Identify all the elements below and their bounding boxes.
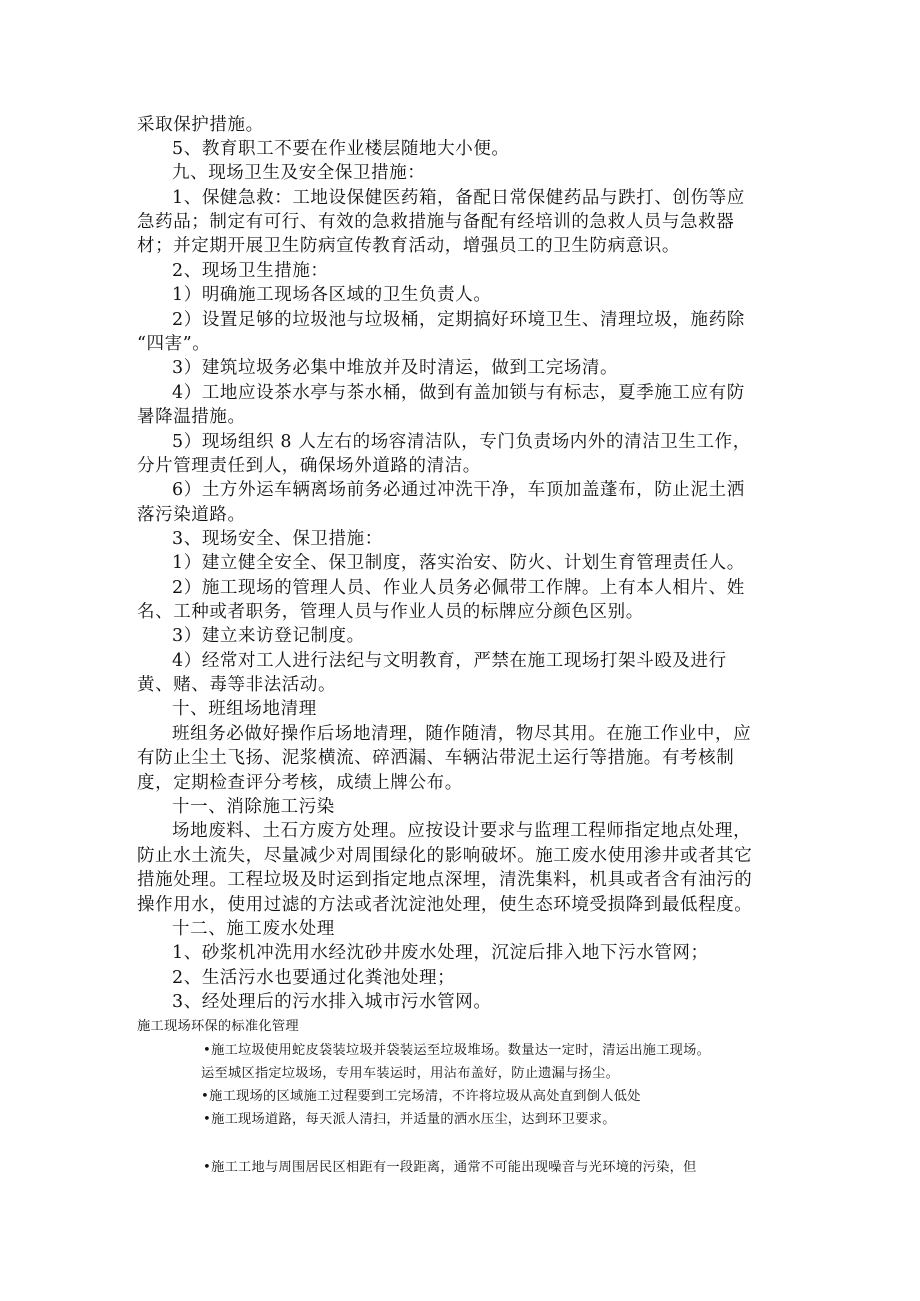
text-line: 场地废料、土石方废方处理。应按设计要求与监理工程师指定地点处理，	[172, 821, 752, 841]
text-line: 3、现场安全、保卫措施：	[172, 529, 383, 549]
text-line: 5）现场组织 8 人左右的场容清洁队，专门负责场内外的清洁卫生工作，	[172, 432, 751, 452]
text-line: 6）土方外运车辆离场前务必通过冲洗干净，车顶加盖蓬布，防止泥土洒	[172, 480, 745, 500]
text-line: 2、现场卫生措施：	[172, 261, 329, 281]
text-line: 3）建筑垃圾务必集中堆放并及时清运，做到工完场清。	[172, 358, 619, 378]
text-line: 防止水土流失，尽量减少对周围绿化的影响破坏。施工废水使用渗井或者其它	[137, 846, 753, 866]
text-line: 分片管理责任到人，确保场外道路的清洁。	[137, 456, 481, 476]
text-line: 九、现场卫生及安全保卫措施：	[172, 163, 426, 183]
text-line: 1、保健急救：工地设保健医药箱，备配日常保健药品与跌打、创伤等应	[172, 188, 745, 208]
text-line: 材；并定期开展卫生防病宣传教育活动，增强员工的卫生防病意识。	[137, 236, 680, 256]
bullet-item: •施工现场道路，每天派人清扫，并适量的洒水压尘，达到环卫要求。	[203, 1112, 616, 1127]
text-line: 1、砂浆机冲洗用水经沈砂井废水处理，沉淀后排入地下污水管网；	[172, 943, 709, 963]
text-line: 名、工种或者职务，管理人员与作业人员的标牌应分颜色区别。	[137, 602, 644, 622]
text-line: 3）建立来访登记制度。	[172, 626, 365, 646]
text-line: 5、教育职工不要在作业楼层随地大小便。	[172, 139, 510, 159]
text-line: 1）建立健全安全、保卫制度，落实治安、防火、计划生育管理责任人。	[172, 553, 745, 573]
text-line: “四害”。	[137, 334, 211, 354]
text-line: 度，定期检查评分考核，成绩上牌公布。	[137, 773, 463, 793]
text-line: 2、生活污水也要通过化粪池处理；	[172, 968, 456, 988]
text-line: 黄、赌、毒等非法活动。	[137, 675, 337, 695]
text-line: 4）工地应设茶水亭与茶水桶，做到有盖加锁与有标志，夏季施工应有防	[172, 383, 745, 403]
bullet-item: •施工工地与周围居民区相距有一段距离，通常不可能出现噪音与光环境的污染，但	[203, 1160, 697, 1175]
text-line: 3、经处理后的污水排入城市污水管网。	[172, 992, 492, 1012]
text-line: 十、班组场地清理	[172, 699, 317, 719]
text-line: 十二、施工废水处理	[172, 919, 335, 939]
bullet-item: •施工垃圾使用蛇皮袋装垃圾并袋装运至垃圾堆场。数量达一定时，清运出施工现场。	[203, 1043, 711, 1058]
text-line: 1）明确施工现场各区域的卫生负责人。	[172, 285, 492, 305]
text-line: 采取保护措施。	[137, 115, 264, 135]
text-line: 暑降温措施。	[137, 407, 246, 427]
section-heading: 施工现场环保的标准化管理	[137, 1019, 299, 1034]
text-line: 急药品；制定有可行、有效的急救措施与备配有经培训的急救人员与急救器	[137, 212, 735, 232]
text-line: 4）经常对工人进行法纪与文明教育，严禁在施工现场打架斗殴及进行	[172, 651, 727, 671]
bullet-item: 运至城区指定垃圾场，专用车装运时，用沾布盖好，防止遗漏与扬尘。	[201, 1066, 620, 1081]
text-line: 操作用水，使用过滤的方法或者沈淀池处理，使生态环境受损降到最低程度。	[137, 895, 753, 915]
text-line: 班组务必做好操作后场地清理，随作随清，物尽其用。在施工作业中，应	[172, 724, 752, 744]
text-line: 十一、消除施工污染	[172, 797, 335, 817]
bullet-item: •施工现场的区域施工过程要到工完场清，不许将垃圾从高处直到倒人低处	[201, 1089, 641, 1104]
text-line: 措施处理。工程垃圾及时运到指定地点深埋，清洗集料，机具或者含有油污的	[137, 870, 753, 890]
text-line: 有防止尘土飞扬、泥浆横流、碎洒漏、车辆沾带泥土运行等措施。有考核制	[137, 748, 735, 768]
text-line: 2）施工现场的管理人员、作业人员务必佩带工作牌。上有本人相片、姓	[172, 578, 745, 598]
text-line: 2）设置足够的垃圾池与垃圾桶，定期搞好环境卫生、清理垃圾，施药除	[172, 310, 745, 330]
text-line: 落污染道路。	[137, 505, 246, 525]
